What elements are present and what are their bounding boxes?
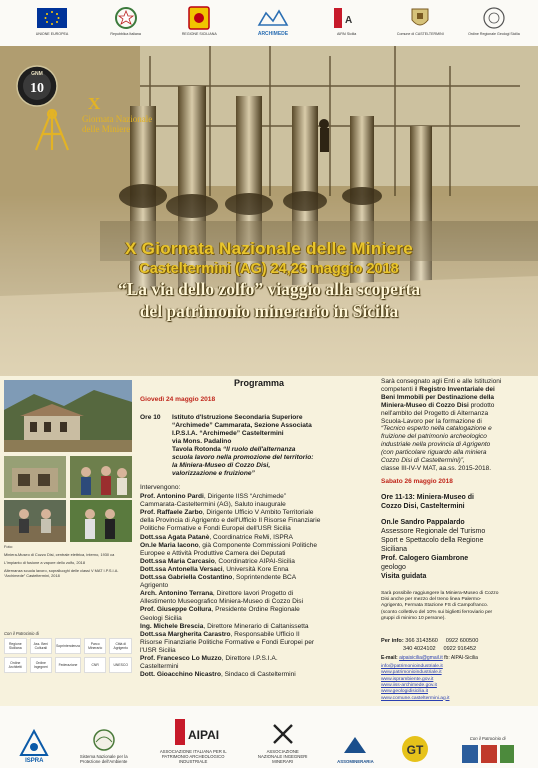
gt-logo-icon: [400, 734, 430, 764]
intro-line: classe III-IV-V MAT, aa.ss. 2015-2018.: [381, 464, 492, 472]
speaker-role: , Dirigente Ufficio V Ambito Territoriale: [202, 509, 314, 517]
photo-captions: [4, 544, 132, 581]
logo-italy: Repubblica Italiana: [96, 6, 156, 36]
svg-text:AIPAI: AIPAI: [188, 728, 220, 742]
speaker-role: , Direttore lavori Progetto di: [212, 590, 294, 598]
speaker-pappalardo: On.le Sandro Pappalardo: [381, 519, 465, 526]
venue-line-1: Istituto d'Istruzione Secondaria Superiore: [172, 414, 303, 421]
speaker-role: Allestimento Museografico Miniera-Museo di Cozzo Disi: [140, 598, 304, 606]
intro-line: Sarà consegnato agli Enti e alle Istituzioni: [381, 378, 502, 385]
caption-1: Miniera-Museo di Cozzo Disi, centrale elettrica, interno, 1930 ca: [4, 552, 115, 557]
headline-place-date: Casteltermini (AG) 24,26 maggio 2018: [139, 261, 399, 277]
archimede-icon: [257, 6, 289, 30]
logo-aipai: A AIPAI Sicilia: [317, 6, 377, 36]
mine-building-photo: [4, 380, 132, 452]
gn-number: X: [88, 94, 101, 113]
speaker-role: , già Componente Commissioni Politiche: [198, 541, 318, 549]
speaker-role: , Dirigente IISS “Archimede”: [203, 493, 286, 500]
speaker-name: Prof. Antonino Pardi: [140, 493, 204, 500]
caption-3: Alternanza scuola lavoro, sopralluoghi delle classi V MAT I.P.S.I.A. “Archimede” Casteltermini, 2018: [4, 568, 119, 578]
intro-line: Beni Immobili per Destinazione della: [381, 393, 495, 401]
patron-logo: CNR: [84, 657, 107, 673]
logo-sicily: REGIONE SICILIANA: [169, 6, 229, 36]
access-line: Disi anche per mezzo del treno linea Palermo-: [381, 597, 482, 603]
intro-line: Cozzo Disi di Casteltermini)”,: [381, 457, 465, 464]
students-photo-2: [4, 500, 66, 542]
speaker-role: , Coordinatrice ReMi, ISPRA: [209, 533, 293, 541]
pappalardo-role-3: Siciliana: [381, 546, 408, 553]
speaker-line: [140, 639, 314, 647]
mining-tools-icon: [270, 721, 296, 747]
day-2-place: Cozzo Disi, Casteltermini: [381, 503, 465, 510]
speaker-role: , Sindaco di Casteltermini: [220, 671, 296, 679]
machinery-photo: [0, 46, 538, 376]
venue-line-4: via Mons. Padalino: [172, 438, 232, 445]
speaker-line: [140, 623, 309, 631]
facebook-text: fb: AIPAI-Sicilia: [444, 655, 478, 661]
speaker-line: [140, 582, 168, 590]
footer-logo-ispra: ISPRA: [19, 729, 49, 764]
headline-title-2: del patrimonio minerario in Sicilia: [139, 301, 399, 321]
intro-line: Miniera-Museo di Cozzo Disi prodotto: [381, 401, 495, 409]
speaker-role: Risorse Finanziarie Politiche Formative e Fondi Europei per: [140, 638, 315, 646]
speaker-line: [140, 566, 289, 574]
speaker-line: [140, 647, 176, 655]
intro-line: competenti il Registro Inventariale dei: [381, 385, 495, 393]
speaker-name: Prof. Giuseppe Collura: [140, 606, 212, 614]
casteltermini-crest-icon: [404, 6, 436, 30]
intro-line: nell'ambito del Progetto di Alternanza: [381, 409, 489, 417]
italy-emblem-icon: [110, 6, 142, 30]
speaker-name: Dott.ssa Gabriella Costantino: [140, 574, 233, 581]
svg-text:GT: GT: [406, 743, 424, 757]
access-line: Agrigento, Fermata Stazione FS di Campofranco.: [381, 603, 489, 609]
speaker-name: Prof. Raffaele Zarbo: [140, 509, 203, 517]
sulfur-furnace-photo: [4, 456, 66, 498]
patron-logo: Soprintendenza: [55, 638, 81, 654]
speaker-name: Dott.ssa Maria Carcasio: [140, 557, 215, 565]
assomineraria-icon: [340, 733, 370, 757]
logo-casteltermini: Comune di CASTELTERMINI: [390, 6, 450, 36]
day-2-date: Sabato 26 maggio 2018: [381, 478, 453, 485]
venue-line-2: “Archimede” Cammarata, Sezione Associata: [172, 422, 312, 429]
pappalardo-role-2: Sport e Spettacolo della Regione: [381, 537, 484, 544]
speaker-giambrone: Prof. Calogero Giambrone: [381, 555, 469, 562]
hero-banner: [0, 46, 538, 376]
caption-2: L'impianto di fusione a vapore dello zolfo, 2018: [4, 560, 85, 565]
speaker-role: , Coordinatrice AIPAI-Sicilia: [214, 557, 295, 565]
speaker-line: [140, 598, 303, 606]
speaker-line: [140, 517, 320, 525]
speaker-role: Cammarata-Casteltermini (AG), Saluto inaugurale: [140, 501, 286, 509]
footer-logo-gt: [400, 734, 430, 764]
speaker-name: Arch. Antonino Terrana: [140, 590, 213, 598]
intro-line: industriale nella provincia di Agrigento: [381, 441, 491, 449]
header-logo-strip: [0, 0, 538, 46]
speakers-title: Intervengono:: [140, 484, 181, 491]
speaker-line: [140, 558, 295, 566]
footer-logo-aipai: AIPAI ASSOCIAZIONE ITALIANA PER IL PATRIMONIO ARCHEOLOGICO INDUSTRIALE: [158, 717, 228, 764]
phone-4[interactable]: 0922 916452: [443, 646, 477, 652]
speaker-line: [140, 590, 293, 598]
patron-logo: Parco Minerario: [84, 638, 107, 654]
speaker-role: , Direttore I.P.S.I.A.: [221, 655, 278, 662]
website-link[interactable]: info@patrimonioindustriale.it: [381, 664, 443, 669]
speaker-role: , Direttore Minerario di Caltanissetta: [203, 622, 309, 630]
access-line: Sarà possibile raggiungere la Miniera-Museo di Cozzo: [381, 591, 499, 596]
speaker-name: Dott.ssa Antonella Versaci: [140, 565, 223, 573]
program-title: Programma: [233, 378, 285, 388]
speaker-line: [140, 663, 178, 671]
speaker-line: [140, 606, 300, 614]
students-photo-1: [70, 456, 132, 498]
speaker-line: [140, 615, 182, 623]
footer-logo-miners: ASSOCIAZIONE NAZIONALE INGEGNERI MINERARI: [255, 721, 311, 764]
speaker-line: [140, 671, 296, 679]
caption-heading: Foto:: [4, 544, 13, 549]
patronage-label: Con il Patrocinio di: [4, 631, 39, 636]
patron-logo: UNESCO: [109, 657, 132, 673]
intro-line: Scuola-Lavoro per la formazione di: [381, 417, 482, 425]
headline-event: X Giornata Nazionale delle Miniere: [125, 239, 413, 258]
logo-geologi: Ordine Regionale Geologi Sicilia: [464, 6, 524, 36]
speaker-line: [140, 509, 313, 517]
eu-flag-icon: [36, 6, 68, 30]
mine-headframe-icon: [30, 106, 82, 152]
giambrone-role: geologo: [381, 564, 406, 571]
intro-line: (con particolare riguardo alla miniera: [381, 449, 487, 457]
ispra-seal-icon: [90, 728, 118, 752]
patron-logo: Federazione: [55, 657, 81, 673]
aipai-icon: [331, 6, 363, 30]
phone-2[interactable]: 0922 600500: [445, 638, 479, 644]
gn-line1: Giornata Nazionale: [82, 114, 153, 124]
footer-logo-snpa: Sistema Nazionale per la Protezione dell'Ambiente: [76, 728, 132, 764]
badge-top-text: GNM: [31, 71, 43, 77]
website-link[interactable]: www.patrimonioindustriale.it: [381, 670, 442, 676]
speaker-role: , Presidente Ordine Regionale: [211, 606, 300, 614]
speaker-line: [140, 631, 300, 639]
speaker-line: [140, 655, 278, 663]
ispra-logo-icon: [19, 729, 49, 757]
speaker-role: , Soprintendente BCA: [232, 574, 297, 581]
speaker-line: [140, 534, 293, 542]
speaker-line: [140, 542, 317, 550]
geologi-order-icon: [478, 6, 510, 30]
intro-line: “Tecnico esperto nella catalogazione e: [381, 425, 492, 433]
phone-3[interactable]: 340 4024102: [403, 646, 436, 652]
patron-logo: Città di Agrigento: [109, 638, 132, 654]
day-1-date: Giovedì 24 maggio 2018: [140, 396, 216, 403]
speaker-role: , Responsabile Ufficio II: [230, 630, 300, 638]
badge-number: 10: [30, 81, 44, 96]
email-link[interactable]: aipaisicilia@gmail.it: [399, 655, 443, 661]
website-link[interactable]: www.isprambiente.gov.it: [381, 676, 434, 682]
pappalardo-role-1: Assessore Regionale del Turismo: [381, 528, 486, 535]
website-link[interactable]: www.iiss-archimede.gov.it: [381, 682, 437, 688]
speaker-name: Prof. Francesco Lo Muzzo: [140, 655, 222, 662]
speaker-name: Dott.ssa Agata Patanè: [140, 533, 210, 541]
patron-logo: Regione Siciliana: [4, 638, 27, 654]
speaker-line: [140, 550, 286, 558]
speaker-name: On.le Maria Iacono: [140, 541, 199, 549]
email-line: E-mail: aipaisicilia@gmail.it fb: AIPAI-Sicilia: [381, 655, 478, 661]
speaker-role: Politiche Formative e Fondi Europei dell'USR Sicilia: [140, 525, 291, 533]
svg-text:A: A: [344, 15, 352, 26]
website-link[interactable]: www.geologidisicilia.it: [381, 689, 429, 695]
info-phones-1: Per info: 366 3143560 0922 600500: [381, 638, 479, 644]
gn-line2: delle Miniere: [82, 124, 131, 134]
speaker-line: [140, 501, 286, 509]
patron-logo: Ass. Beni Culturali: [30, 638, 53, 654]
round-table-line-4: valorizzazione e fruizione”: [172, 470, 255, 477]
speaker-role: Casteltermini: [140, 663, 179, 671]
speaker-role: Europee e Attività Produttive Camera dei Deputati: [140, 549, 286, 557]
website-link[interactable]: www.comune.casteltermini.ag.it: [381, 695, 450, 701]
gnm-10-badge: [15, 64, 59, 108]
patron-logo: Ordine Architetti: [4, 657, 27, 673]
sicily-region-icon: [183, 6, 215, 30]
guided-visit: Visita guidata: [381, 573, 427, 580]
speaker-name: Dott. Gioacchino Nicastro: [140, 671, 221, 679]
speaker-line: [140, 574, 296, 582]
info-phones-2: [403, 646, 476, 654]
patrocinio-icon: [461, 744, 515, 764]
headline-title-1: “La via dello zolfo” viaggio alla scoperta: [117, 279, 421, 299]
logo-archimede: ARCHIMEDE: [243, 6, 303, 36]
footer-logo-assomineraria: ASSOMINERARIA: [337, 733, 374, 764]
access-line: (sconto collettivo del 10% sui biglietti ferroviario per: [381, 609, 493, 615]
speaker-line: [140, 493, 286, 501]
round-table-line-2: scuola lavoro nella promozione del territorio:: [172, 454, 314, 461]
phone-1[interactable]: 366 3143560: [405, 638, 438, 644]
footer-logo-patrocinio: Con il Patrocinio di: [457, 734, 519, 764]
intro-line: fruizione del patrimonio archeologico: [381, 433, 487, 441]
access-line: gruppi di minimo 10 persone).: [381, 615, 446, 621]
giornata-logo-text: [82, 94, 152, 134]
event-headline: [0, 239, 538, 322]
venue-line-3: I.P.S.I.A. “Archimede” Casteltermini: [172, 430, 284, 437]
patronage-logos: [4, 638, 132, 673]
aipai-footer-icon: [173, 717, 220, 747]
day-1-time: Ore 10: [140, 414, 161, 421]
patron-logo: Ordine Ingegneri: [30, 657, 53, 673]
logo-eu: UNIONE EUROPEA: [22, 6, 82, 36]
round-table-line-1: Tavola Rotonda “Il ruolo dell'alternanza: [172, 446, 296, 453]
speaker-name: Dott.ssa Margherita Carastro: [140, 630, 231, 638]
speaker-role: , Università Kore Enna: [222, 565, 289, 573]
speaker-name: Ing. Michele Brescia: [140, 622, 204, 630]
footer-logo-strip: [0, 706, 538, 768]
round-table-line-3: la Miniera-Museo di Cozzo Disi,: [172, 462, 271, 469]
speaker-line: [140, 525, 291, 533]
speaker-role: l'USR Sicilia: [140, 646, 176, 654]
day-2-time: Ore 11-13: Miniera-Museo di: [381, 494, 474, 501]
speaker-role: Agrigento: [140, 582, 169, 590]
speaker-role: Geologi Sicilia: [140, 614, 182, 622]
students-photo-3: [70, 500, 132, 542]
speaker-role: della Provincia di Agrigento e dell'Ufficio II Risorse Finanziarie: [140, 517, 321, 525]
